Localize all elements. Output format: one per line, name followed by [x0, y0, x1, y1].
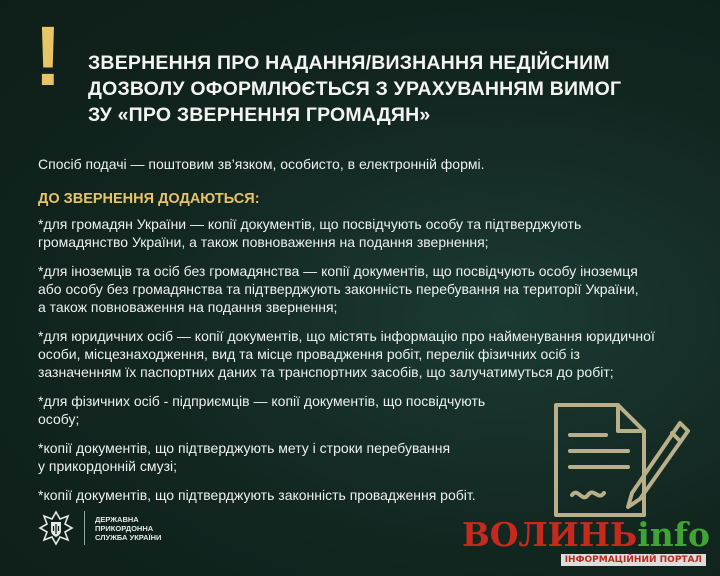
- list-item-line: *для іноземців та осіб без громадянства — копії документів, що посвідчують особу іноземця: [38, 263, 638, 279]
- list-item-line: або особу без громадянства та підтверджують законність перебування на території України,: [38, 281, 639, 297]
- list-item-line: у прикордонній смузі;: [38, 458, 178, 474]
- title-line: ЗУ «ПРО ЗВЕРНЕННЯ ГРОМАДЯН»: [88, 104, 431, 126]
- list-item-line: *копії документів, що підтверджують законність провадження робіт.: [38, 487, 476, 503]
- list-item-line: особу;: [38, 411, 80, 427]
- list-item: [38, 262, 688, 316]
- watermark-title: [462, 516, 710, 554]
- list-item-line: *копії документів, що підтверджують мету і строки перебування: [38, 440, 451, 456]
- exclamation-icon: !: [34, 9, 62, 103]
- list-item-line: зазначенням їх паспортних даних та транспортних засобів, що залучатимуться до робіт;: [38, 364, 614, 380]
- list-item-line: особи, місцезнаходження, вид та місце провадження робіт, перелік фізичних осіб із: [38, 346, 580, 362]
- org-name-line: ДЕРЖАВНА: [95, 514, 139, 524]
- attachments-heading: ДО ЗВЕРНЕННЯ ДОДАЮТЬСЯ:: [38, 191, 260, 207]
- list-item-line: *для юридичних осіб — копії документів, що містять інформацію про найменування юридичної: [38, 328, 655, 344]
- watermark-subtitle: ІНФОРМАЦІЙНИЙ ПОРТАЛ: [561, 554, 706, 566]
- list-item: [38, 327, 688, 381]
- list-item-line: *для фізичних осіб - підприємців — копії документів, що посвідчують: [38, 393, 486, 409]
- submission-method-text: Спосіб подачі — поштовим зв’язком, особисто, в електронній формі.: [38, 156, 485, 172]
- list-item-line: а також повноваження на подання звернення;: [38, 299, 338, 315]
- org-name-line: СЛУЖБА УКРАЇНИ: [95, 532, 162, 542]
- list-item-line: *для громадян України — копії документів, що посвідчують особу та підтверджують: [38, 216, 582, 232]
- border-service-emblem-icon: [38, 510, 74, 546]
- org-branding: [38, 510, 161, 546]
- watermark-logo: [461, 515, 714, 572]
- title-line: ЗВЕРНЕННЯ ПРО НАДАННЯ/ВИЗНАННЯ НЕДІЙСНИМ: [88, 52, 610, 74]
- list-item: [38, 215, 688, 251]
- page-title: [88, 50, 688, 128]
- watermark-green: info: [637, 515, 710, 554]
- title-line: ДОЗВОЛУ ОФОРМЛЮЄТЬСЯ З УРАХУВАННЯМ ВИМОГ: [88, 78, 622, 100]
- document-pen-icon: [548, 395, 698, 525]
- divider: [84, 511, 85, 545]
- list-item-line: громадянство України, а також повноваження на подання звернення;: [38, 234, 489, 250]
- org-name: [95, 515, 161, 542]
- watermark-red: ВОЛИНЬ: [461, 515, 638, 554]
- org-name-line: ПРИКОРДОННА: [95, 523, 154, 533]
